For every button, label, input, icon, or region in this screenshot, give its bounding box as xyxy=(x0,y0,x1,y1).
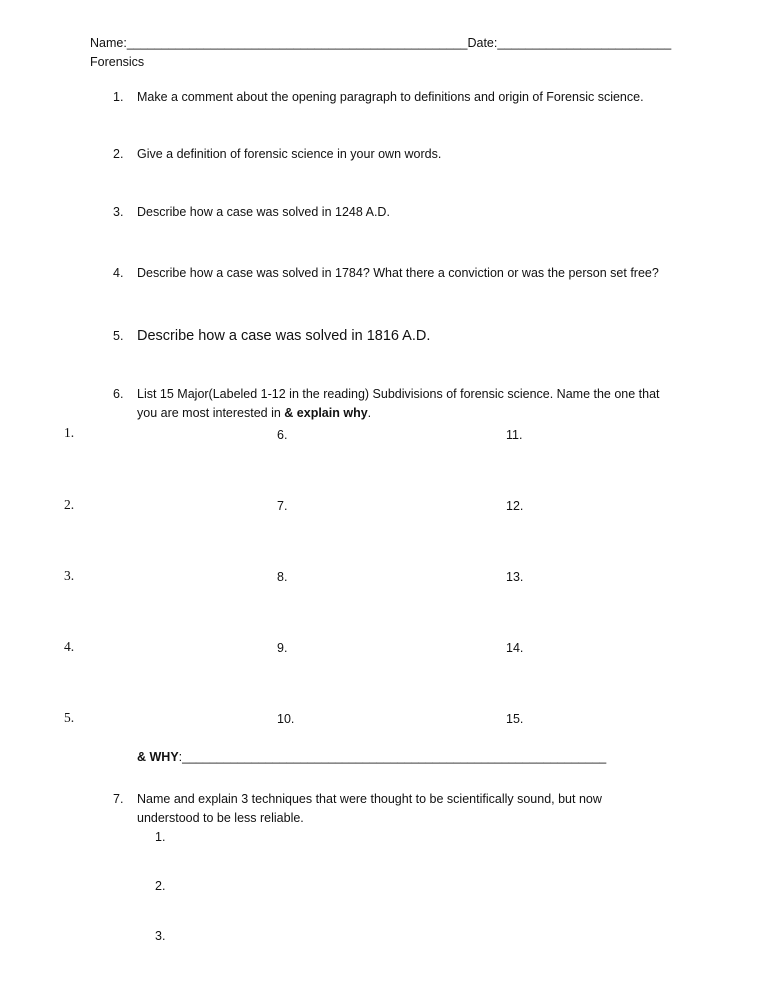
subdivision-number: 4. xyxy=(64,639,75,654)
question-text: Make a comment about the opening paragraph to definitions and origin of Forensic science. xyxy=(137,90,644,104)
question-text-line2: understood to be less reliable. xyxy=(137,811,304,825)
question-number: 3. xyxy=(113,205,124,219)
name-line[interactable]: _________________________________________________ xyxy=(126,36,468,50)
technique-number: 3. xyxy=(155,929,166,943)
question-text-line1: Name and explain 3 techniques that were thought to be scientifically sound, but now xyxy=(137,792,602,806)
name-field[interactable] xyxy=(90,36,671,50)
subdivision-number: 8. xyxy=(277,570,288,584)
date-label: Date: xyxy=(467,36,498,50)
subdivision-number: 1. xyxy=(64,425,75,440)
subdivision-number: 5. xyxy=(64,710,75,725)
question-text: Describe how a case was solved in 1248 A.D. xyxy=(137,205,390,219)
question-number: 5. xyxy=(113,329,124,343)
subdivision-number: 6. xyxy=(277,428,288,442)
technique-number: 2. xyxy=(155,879,166,893)
question-text-line2: you are most interested in & explain why. xyxy=(137,406,372,420)
subdivision-number: 9. xyxy=(277,641,288,655)
question-number: 6. xyxy=(113,387,124,401)
name-label: Name: xyxy=(90,36,127,50)
subdivision-number: 3. xyxy=(64,568,75,583)
question-text: Describe how a case was solved in 1816 A.D. xyxy=(137,328,431,344)
subdivision-number: 13. xyxy=(506,570,524,584)
question-number: 7. xyxy=(113,792,124,806)
subdivision-number: 12. xyxy=(506,499,524,513)
question-number: 2. xyxy=(113,147,124,161)
subdivision-number: 15. xyxy=(506,712,524,726)
subdivision-number: 11. xyxy=(506,428,523,442)
date-line[interactable]: _________________________ xyxy=(497,36,672,50)
question-text-line1: List 15 Major(Labeled 1-12 in the reading) Subdivisions of forensic science. Name the one that xyxy=(137,387,660,401)
question-text: Give a definition of forensic science in your own words. xyxy=(137,147,442,161)
technique-number: 1. xyxy=(155,830,166,844)
question-number: 1. xyxy=(113,90,124,104)
subdivision-number: 2. xyxy=(64,497,75,512)
question-number: 4. xyxy=(113,266,124,280)
subdivision-number: 14. xyxy=(506,641,524,655)
subject-title: Forensics xyxy=(90,55,145,69)
subdivision-number: 7. xyxy=(277,499,288,513)
explain-why-emphasis: & explain why xyxy=(284,406,368,420)
subdivision-number: 10. xyxy=(277,712,295,726)
why-label: & WHY xyxy=(137,750,179,764)
question-text: Describe how a case was solved in 1784? What there a conviction or was the person set free? xyxy=(137,266,659,280)
why-line[interactable]: _____________________________________________________________ xyxy=(182,750,607,764)
why-answer-field[interactable]: & WHY:_____________________________________________________________ xyxy=(137,750,607,764)
